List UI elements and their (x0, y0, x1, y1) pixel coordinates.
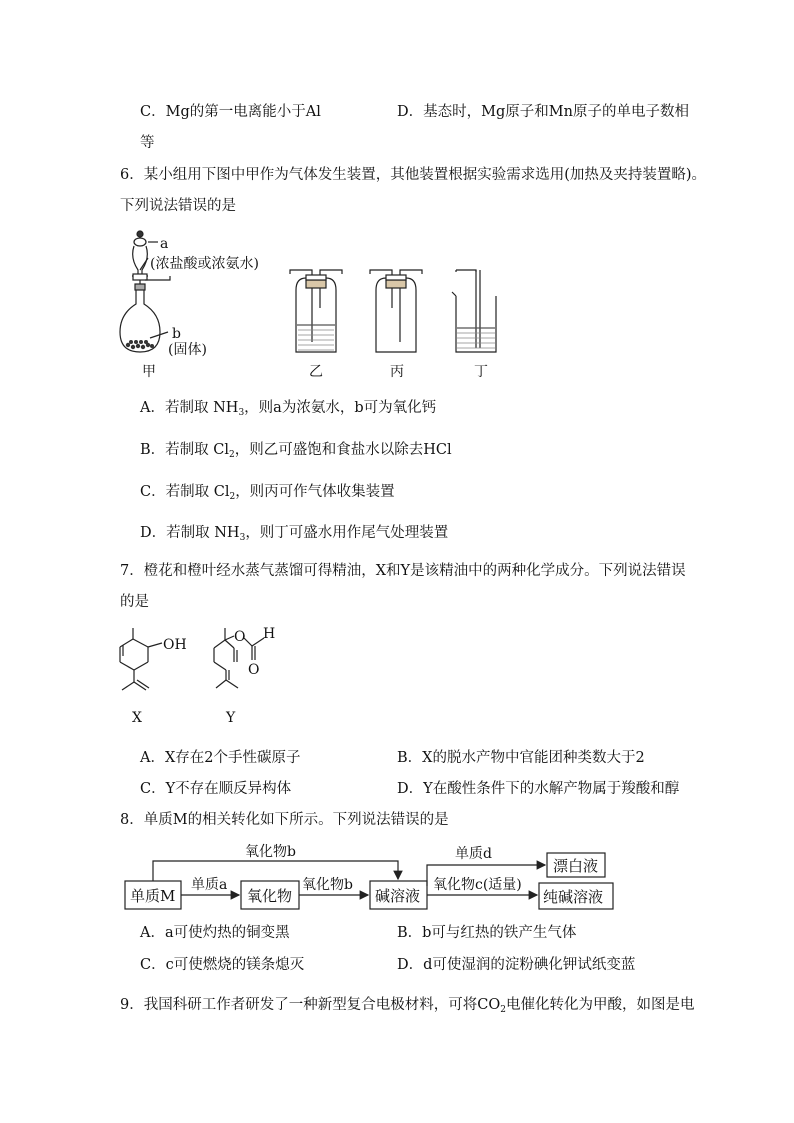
q5-option-c: C．Mg的第一电离能小于Al (140, 104, 321, 120)
apparatus-ding (452, 270, 496, 352)
label-b-desc: (固体) (168, 342, 207, 358)
label-yi: 乙 (309, 364, 323, 380)
label-a-desc: (浓盐酸或浓氨水) (150, 256, 259, 272)
apparatus-yi (290, 270, 342, 352)
label-carbonyl-o: O (248, 662, 260, 678)
q8-option-d: D．d可使湿润的淀粉碘化钾试纸变蓝 (397, 957, 636, 973)
label-arrow-c: 氧化物c(适量) (433, 877, 522, 893)
label-y: Y (226, 710, 236, 726)
q7-option-b: B．X的脱水产物中官能团种类数大于2 (397, 750, 645, 766)
q8-option-a: A．a可使灼热的铜变黑 (140, 925, 290, 941)
apparatus-bing (370, 270, 422, 352)
q8-stem: 8．单质M的相关转化如下所示。下列说法错误的是 (120, 812, 449, 828)
text-soda: 纯碱溶液 (543, 888, 604, 906)
q6-option-b: B．若制取 $Cl_2$，则乙可盛饱和食盐水以除去HCl (140, 442, 452, 460)
label-oh: OH (163, 637, 187, 653)
label-b: b (172, 326, 181, 342)
label-arrow-d: 单质d (455, 846, 492, 862)
text-alkali: 碱溶液 (375, 887, 421, 905)
label-arrow-a: 单质a (191, 877, 228, 893)
q8-conversion-diagram (115, 836, 625, 916)
label-jia: 甲 (142, 364, 156, 380)
label-h: H (263, 626, 276, 642)
q6-stem-continued: 下列说法错误的是 (120, 198, 236, 214)
label-x: X (132, 710, 142, 726)
q7-option-c: C．Y不存在顺反异构体 (140, 781, 292, 797)
label-a: a (160, 236, 169, 252)
q5-option-d-continued: 等 (140, 135, 155, 151)
text-oxide: 氧化物 (247, 887, 293, 905)
q7-option-d: D．Y在酸性条件下的水解产物属于羧酸和醇 (397, 781, 680, 797)
structure-x (120, 628, 162, 690)
label-ding: 丁 (474, 364, 488, 380)
q8-option-c: C．c可使燃烧的镁条熄灭 (140, 957, 305, 973)
q7-option-a: A．X存在2个手性碳原子 (140, 750, 301, 766)
arrow-b-top (153, 861, 398, 881)
label-bing: 丙 (390, 364, 404, 380)
text-bleach: 漂白液 (553, 857, 599, 875)
text-m: 单质M (130, 887, 176, 905)
q8-option-b: B．b可与红热的铁产生气体 (397, 925, 577, 941)
q6-stem: 6．某小组用下图中甲作为气体发生装置，其他装置根据实验需求选用(加热及夹持装置略)。 (120, 167, 707, 183)
q5-option-d: D．基态时，Mg原子和Mn原子的单电子数相 (397, 104, 689, 120)
q6-apparatus-figure (110, 228, 510, 383)
label-ester-o: O (234, 629, 246, 645)
label-arrow-b-top: 氧化物b (245, 844, 296, 860)
q7-stem: 7．橙花和橙叶经水蒸气蒸馏可得精油，X和Y是该精油中的两种化学成分。下列说法错误 (120, 563, 686, 579)
q6-option-a: A．若制取 $NH_3$，则a为浓氨水，b可为氧化钙 (140, 400, 437, 418)
q7-stem-continued: 的是 (120, 594, 149, 610)
q6-option-c: C．若制取 $Cl_2$，则丙可作气体收集装置 (140, 484, 395, 502)
q9-stem: 9．我国科研工作者研发了一种新型复合电极材料，可将$CO_2$电催化转化为甲酸，如图是电 (120, 997, 695, 1015)
q6-option-d: D．若制取 $NH_3$，则丁可盛水用作尾气处理装置 (140, 525, 449, 543)
q7-structures-figure (110, 622, 310, 734)
label-arrow-b: 氧化物b (302, 877, 353, 893)
